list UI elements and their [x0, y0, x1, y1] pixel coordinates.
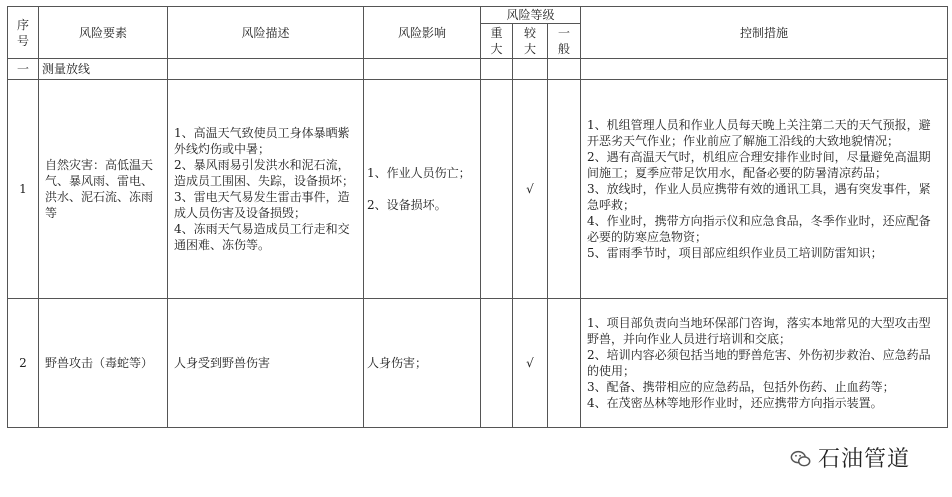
risk-table: [7, 6, 948, 428]
control-measures: 1、机组管理人员和作业人员每天晚上关注第二天的天气预报，避开恶劣天气作业；作业前应了解施工沿线的大致地貌情况； 2、遇有高温天气时，机组应合理安排作业时间，尽量避免高温期间施工；夏季应带足饮用水，配备必要的防暑清凉药品； 3、放线时，作业人员应携带有效的通讯工具，遇有突发事件，紧急呼救； 4、作业时，携带方向指示仪和应急食品，冬季作业时，还应配备必要的防寒应急物资； 5、雷雨季节时，项目部应组织作业员工培训防雷知识；: [581, 80, 948, 299]
level-major: [481, 299, 513, 428]
risk-desc: 人身受到野兽伤害: [168, 299, 364, 428]
header-major: 重 大: [481, 24, 513, 59]
header-desc: 风险描述: [168, 7, 364, 59]
risk-factor: 野兽攻击（毒蛇等）: [39, 299, 168, 428]
risk-desc: 1、高温天气致使员工身体暴晒紫外线灼伤或中暑； 2、暴风雨易引发洪水和泥石流，造成员工围困、失踪，设备损坏； 3、雷电天气易发生雷击事件，造成人员伤害及设备损毁； 4、冻雨天气易造成员工行走和交通困难、冻伤等。: [168, 80, 364, 299]
row-no: 1: [8, 80, 39, 299]
risk-factor: 自然灾害：高低温天气、暴风雨、雷电、洪水、泥石流、冻雨等: [39, 80, 168, 299]
row-no: 2: [8, 299, 39, 428]
risk-impact: 人身伤害；: [364, 299, 481, 428]
watermark-text: 石油管道: [818, 447, 911, 472]
header-measures: 控制措施: [581, 7, 948, 59]
header-level: 风险等级: [481, 7, 581, 24]
section-title: 测量放线: [39, 59, 168, 80]
table-row: [8, 80, 948, 299]
header-large: 较 大: [513, 24, 548, 59]
table-row: [8, 299, 948, 428]
level-large: √: [513, 299, 548, 428]
section-row: [8, 59, 948, 80]
level-major: [481, 80, 513, 299]
wechat-icon: [790, 448, 812, 470]
header-impact: 风险影响: [364, 7, 481, 59]
header-general: 一 般: [548, 24, 581, 59]
level-general: [548, 80, 581, 299]
level-general: [548, 299, 581, 428]
control-measures: 1、项目部负责向当地环保部门咨询，落实本地常见的大型攻击型野兽，并向作业人员进行培训和交底； 2、培训内容必须包括当地的野兽危害、外伤初步救治、应急药品的使用； 3、配备、携带相应的应急药品，包括外伤药、止血药等； 4、在茂密丛林等地形作业时，还应携带方向指示装置。: [581, 299, 948, 428]
level-large: √: [513, 80, 548, 299]
risk-impact: 1、作业人员伤亡； 2、设备损坏。: [364, 80, 481, 299]
section-no: 一: [8, 59, 39, 80]
watermark: [790, 442, 910, 473]
header-no: 序 号: [8, 7, 39, 59]
header-factor: 风险要素: [39, 7, 168, 59]
